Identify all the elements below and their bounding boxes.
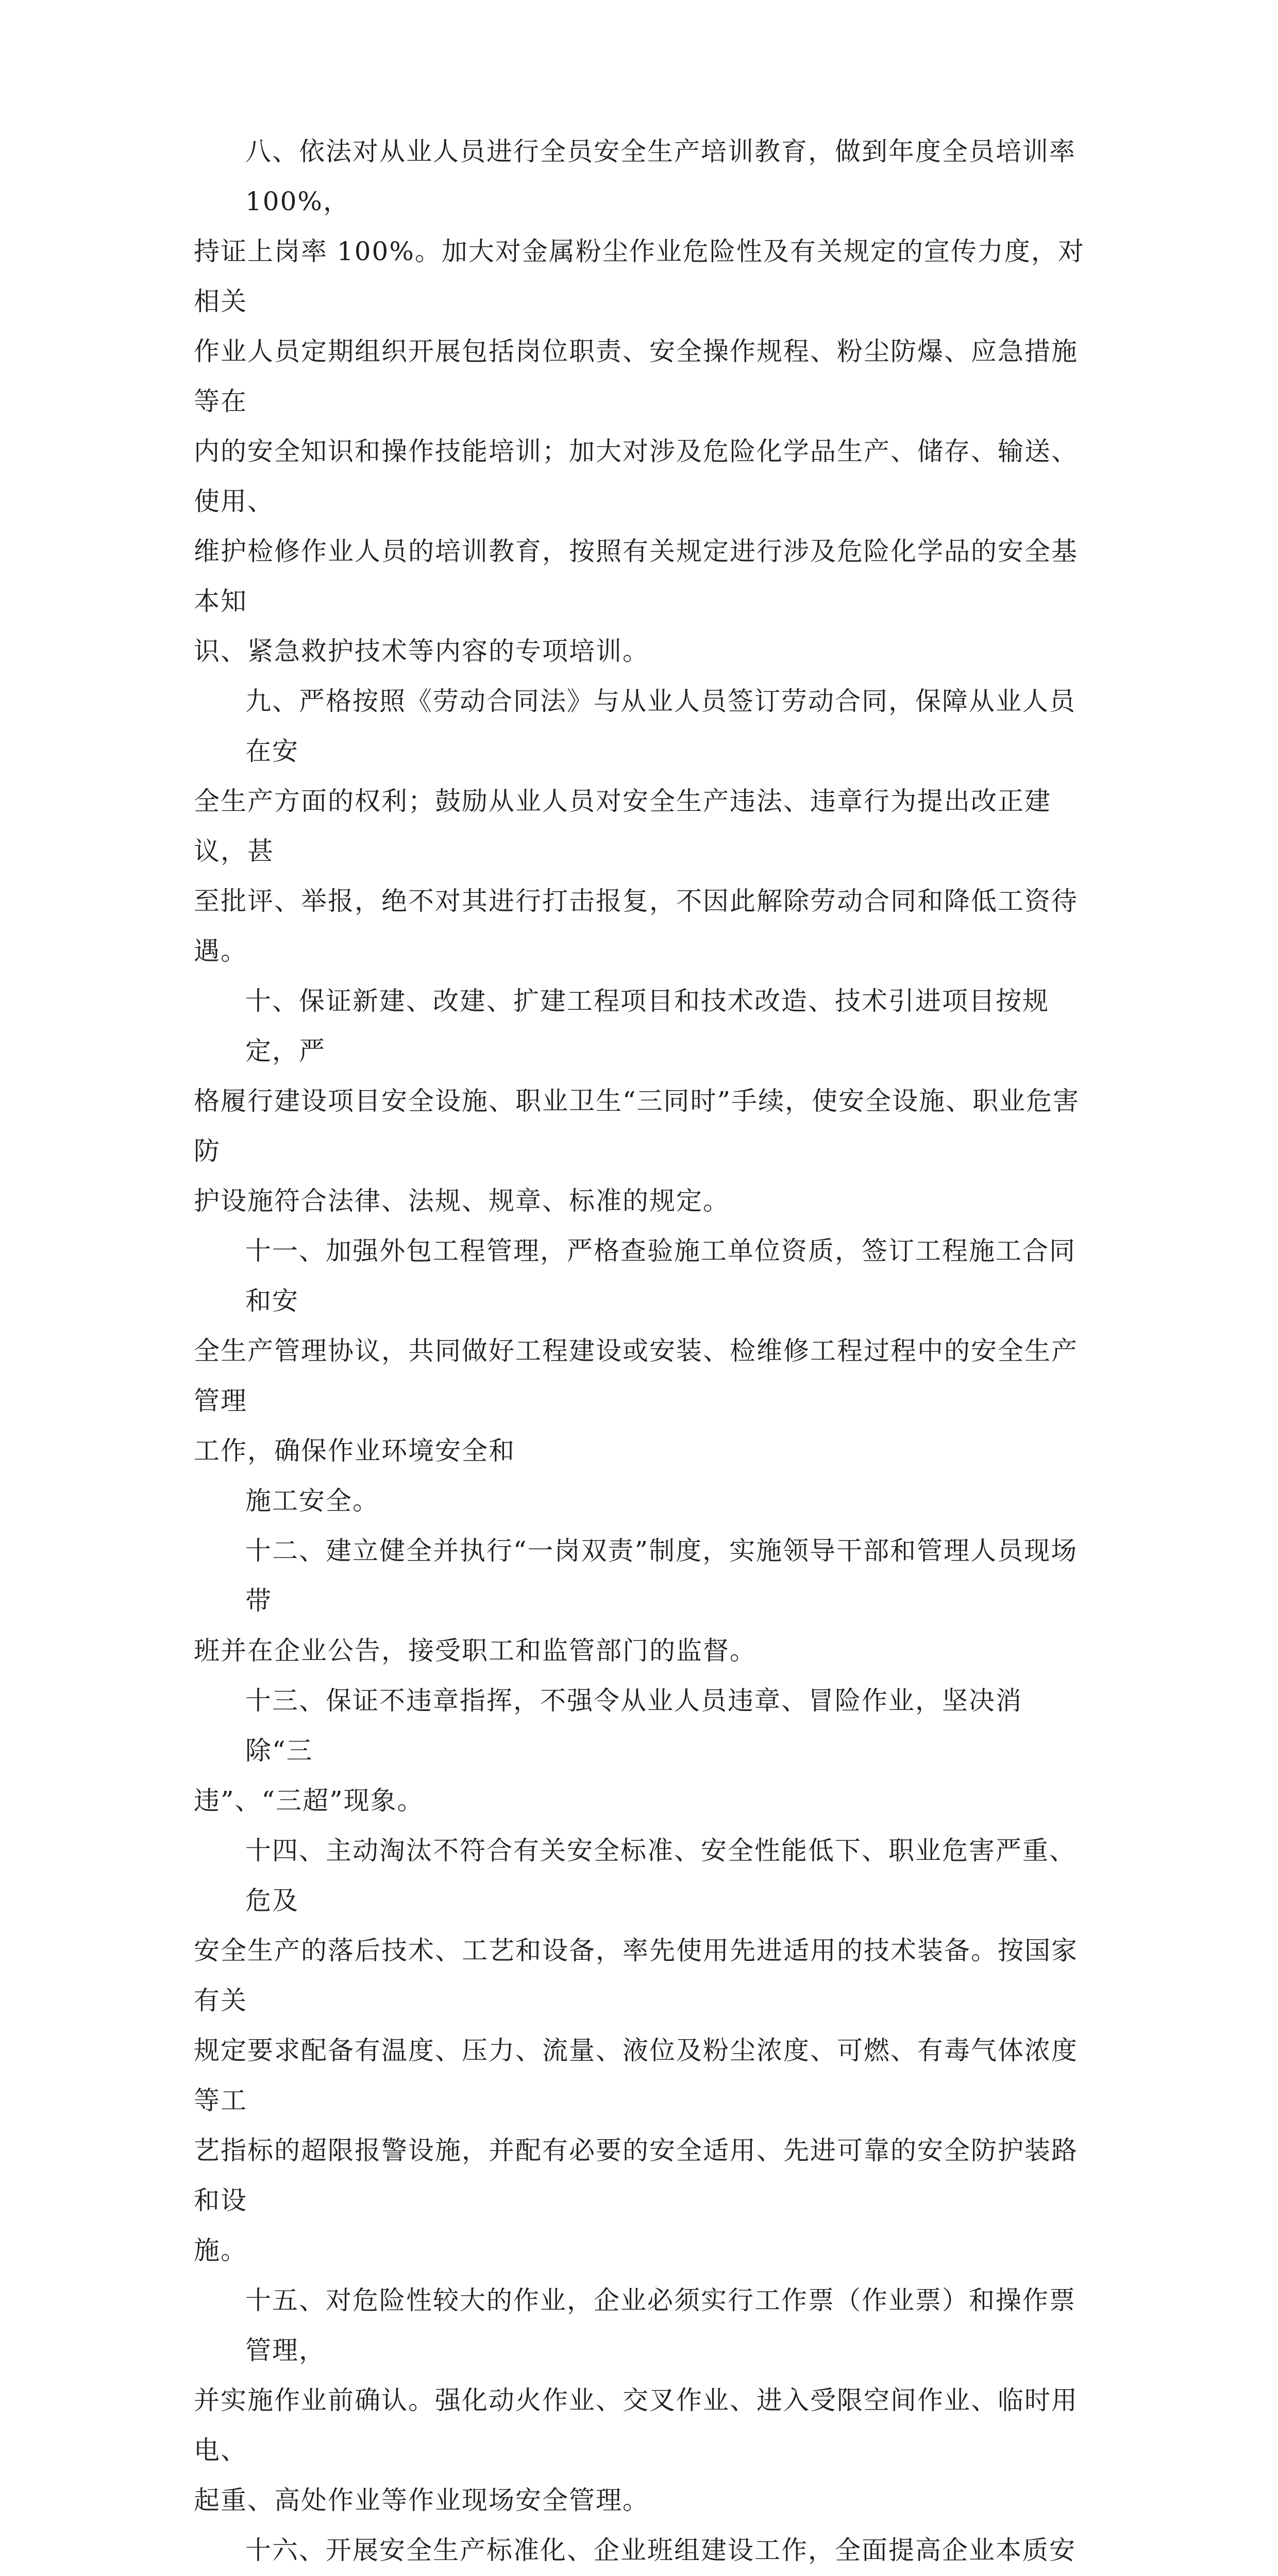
text-line: 九、严格按照《劳动合同法》与从业人员签订劳动合同，保障从业人员在安 bbox=[245, 686, 1076, 766]
text-line: 规定要求配备有温度、压力、流量、液位及粉尘浓度、可燃、有毒气体浓度等工 bbox=[194, 2036, 1078, 2115]
text-line: 班并在企业公告，接受职工和监管部门的监督。 bbox=[194, 1636, 756, 1666]
text-line: 维护检修作业人员的培训教育，按照有关规定进行涉及危险化学品的安全基本知 bbox=[194, 536, 1078, 616]
text-line: 艺指标的超限报警设施，并配有必要的安全适用、先进可靠的安全防护装路和设 bbox=[194, 2136, 1078, 2215]
paragraph-8 bbox=[194, 127, 1086, 676]
text-line: 格履行建设项目安全设施、职业卫生“三同时”手续，使安全设施、职业危害防 bbox=[194, 1086, 1080, 1166]
text-line: 十、保证新建、改建、扩建工程项目和技术改造、技术引进项目按规定，严 bbox=[245, 986, 1049, 1066]
paragraph-14 bbox=[194, 1826, 1086, 2276]
text-line: 作业人员定期组织开展包括岗位职责、安全操作规程、粉尘防爆、应急措施等在 bbox=[194, 336, 1078, 416]
paragraph-15 bbox=[194, 2276, 1086, 2526]
text-line: 持证上岗率 100%。加大对金属粉尘作业危险性及有关规定的宣传力度，对相关 bbox=[194, 236, 1085, 316]
paragraph-12 bbox=[194, 1526, 1086, 1676]
text-line: 安全生产的落后技术、工艺和设备，率先使用先进适用的技术装备。按国家有关 bbox=[194, 1936, 1078, 2015]
text-line: 全生产管理协议，共同做好工程建设或安装、检维修工程过程中的安全生产管理 bbox=[194, 1336, 1078, 1416]
text-line: 并实施作业前确认。强化动火作业、交叉作业、进入受限空间作业、临时用电、 bbox=[194, 2385, 1078, 2465]
paragraph-10 bbox=[194, 976, 1086, 1226]
text-line: 护设施符合法律、法规、规章、标准的规定。 bbox=[194, 1186, 730, 1216]
text-line: 十四、主动淘汰不符合有关安全标准、安全性能低下、职业危害严重、危及 bbox=[245, 1836, 1076, 1916]
text-line: 识、紧急救护技术等内容的专项培训。 bbox=[194, 636, 649, 666]
text-line: 十三、保证不违章指挥，不强令从业人员违章、冒险作业，坚决消除“三 bbox=[245, 1686, 1022, 1766]
paragraph-11 bbox=[194, 1226, 1086, 1526]
text-line: 十一、加强外包工程管理，严格查验施工单位资质，签订工程施工合同和安 bbox=[245, 1236, 1076, 1316]
text-line: 八、依法对从业人员进行全员安全生产培训教育，做到年度全员培训率100%， bbox=[245, 137, 1076, 216]
text-line: 内的安全知识和操作技能培训；加大对涉及危险化学品生产、储存、输送、使用、 bbox=[194, 436, 1078, 516]
text-line: 全生产方面的权利；鼓励从业人员对安全生产违法、违章行为提出改正建议，甚 bbox=[194, 786, 1051, 866]
text-line: 十五、对危险性较大的作业，企业必须实行工作票（作业票）和操作票管理， bbox=[245, 2285, 1076, 2365]
text-line: 至批评、举报，绝不对其进行打击报复，不因此解除劳动合同和降低工资待遇。 bbox=[194, 886, 1078, 966]
paragraph-9 bbox=[194, 676, 1086, 976]
text-line: 十二、建立健全并执行“一岗双责”制度，实施领导干部和管理人员现场带 bbox=[245, 1536, 1078, 1616]
paragraph-16 bbox=[194, 2526, 1086, 2576]
text-line: 违”、“三超”现象。 bbox=[194, 1786, 424, 1816]
text-line: 工作，确保作业环境安全和 bbox=[194, 1436, 515, 1466]
document-body bbox=[194, 127, 1086, 2576]
text-line: 起重、高处作业等作业现场安全管理。 bbox=[194, 2485, 649, 2515]
text-line: 十六、开展安全生产标准化、企业班组建设工作，全面提高企业本质安 bbox=[245, 2535, 1076, 2565]
text-line: 施。 bbox=[194, 2235, 247, 2265]
text-line: 施工安全。 bbox=[245, 1486, 379, 1516]
paragraph-13 bbox=[194, 1676, 1086, 1826]
